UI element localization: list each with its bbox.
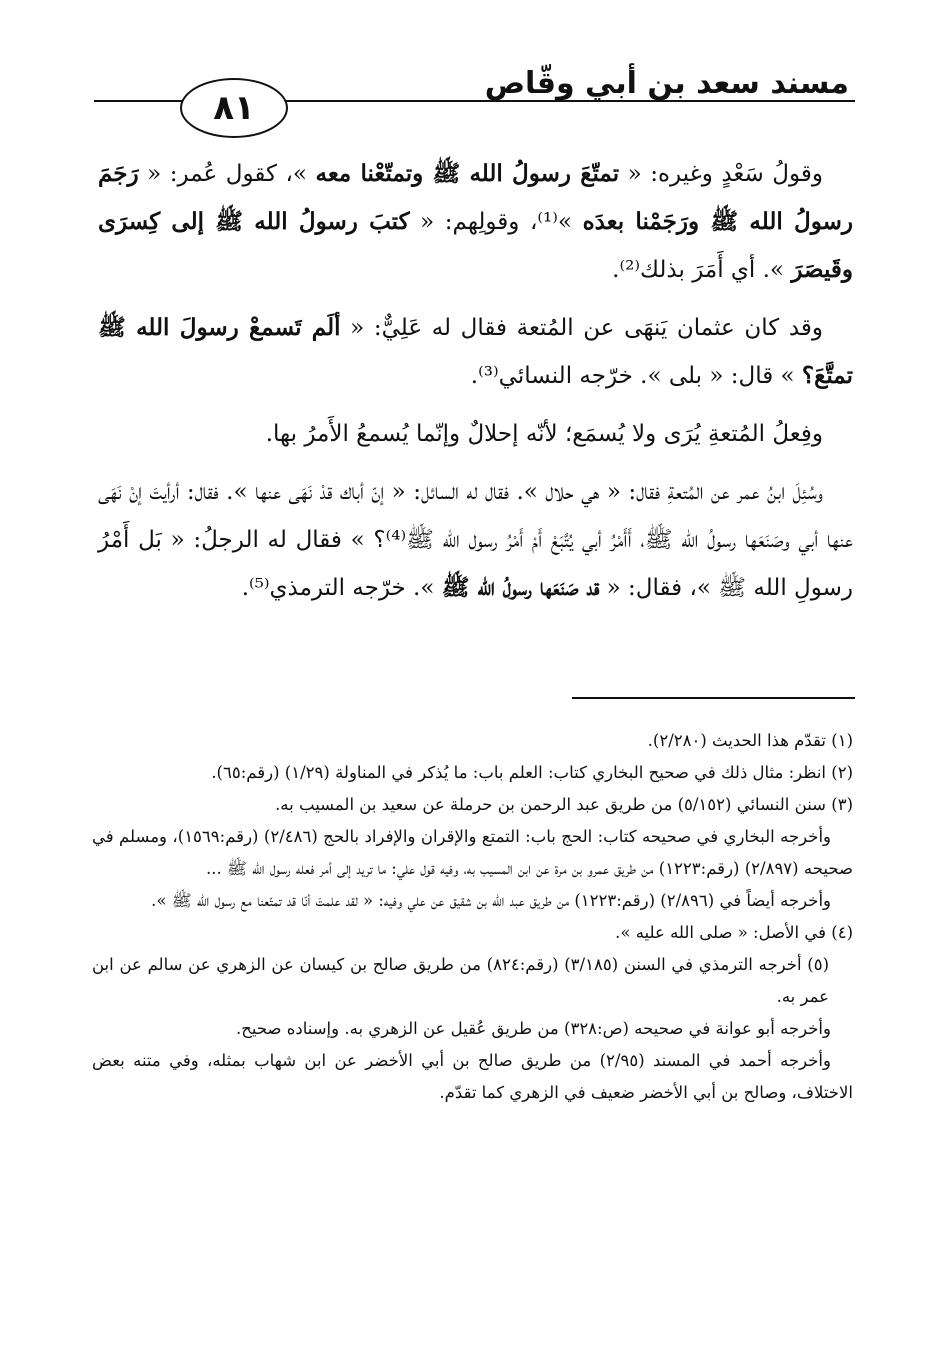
p1-text-g: ». أي أَمَرَ بذلك⁽²⁾.	[612, 257, 792, 283]
p1-text-c: »، كقول عُمر: «	[138, 161, 316, 187]
footnote-1: (١) تقدّم هذا الحديث (٢/٢٨٠).	[647, 731, 853, 750]
p2-text-a: وقد كان عثمان يَنهَى عن المُتعة فقال له عَلِيٌّ: «	[340, 315, 823, 341]
paragraph-4	[98, 468, 853, 612]
footnote-4: (٤) في الأصل: « صلى الله عليه ».	[615, 923, 853, 942]
p4-text-c: ». خرّجه الترمذي⁽⁵⁾.	[241, 575, 442, 601]
footnote-2: (٢) انظر: مثال ذلك في صحيح البخاري كتاب: العلم باب: ما يُذكر في المناولة (١/٢٩) (رقم:٦٥).	[211, 763, 853, 782]
paragraph-3: وفِعلُ المُتعةِ يُرَى ولا يُسمَع؛ لأنّه إحلالٌ وإنّما يُسمعُ الأَمرُ بها.	[265, 421, 823, 447]
paragraph-2	[98, 304, 853, 400]
footnote-5-continuation-2: وأخرجه أحمد في المسند (٢/٩٥) من طريق صالح بن أبي الأخضر عن ابن شهاب بمثله، وفي متنه بعض الاختلاف، وصالح بن أبي الأخضر ضعيف في الزهري كما تقدّم.	[92, 1051, 853, 1102]
footnote-5-continuation-1: وأخرجه أبو عوانة في صحيحه (ص:٣٢٨) من طريق عُقيل عن الزهري به. وإسناده صحيح.	[235, 1019, 831, 1038]
running-header-title: مسند سعد بن أبي وقّاص	[484, 66, 849, 101]
p1-text-e: »⁽¹⁾، وقولِهم: «	[409, 209, 583, 235]
p1-quote-1: تمتّعَ رسولُ الله ﷺ وتمتّعْنا معه	[315, 160, 620, 187]
p1-quote-3: كتبَ رسولُ الله ﷺ إلى كِسرَى وقَيصَرَ	[98, 208, 853, 283]
paragraph-1	[98, 150, 853, 294]
page-number-badge	[180, 78, 288, 138]
p2-text-c: » قال: « بلى ». خرّجه النسائي⁽³⁾.	[470, 363, 802, 389]
page-number: ٨١	[213, 88, 255, 128]
p1-quote-2: رَجَمَ رسولُ الله ﷺ ورَجَمْنا بعدَه	[98, 160, 853, 235]
p4-text-a: وسُئِلَ ابنُ عمر عن المُتعةِ فقال: « هي حلال ». فقال له السائل: « إنّ أباك قدْ نَهَى عنها ». فقال: أرأيتَ إنْ نَهَى عنها أبي وصَنَعَها رسولُ الله ﷺ، أَأَمْرُ أبي يُتَّبَعْ أَمْ أَمْرُ رسول الله ﷺ⁽⁴⁾؟ » فقال له الرجلُ: « بَل أَمْرُ رسولِ الله ﷺ »، فقال: «	[98, 479, 853, 601]
footnote-3-continuation-2: وأخرجه أيضاً في (٢/٨٩٦) (رقم:١٢٢٣) من طريق عبد الله بن شقيق عن علي وفيه: « لقد علمتَ أنّا قد تمتّعنا مع رسول الله ﷺ ».	[151, 891, 831, 910]
footnotes	[92, 725, 853, 1109]
footnote-separator	[572, 697, 855, 699]
p1-text-a: وقولُ سَعْدٍ وغيره: «	[619, 161, 824, 187]
footnote-3-continuation-1: وأخرجه البخاري في صحيحه كتاب: الحج باب: التمتع والإقران والإفراد بالحج (٢/٤٨٦) (رقم:١٥٦٩)، ومسلم في صحيحه (٢/٨٩٧) (رقم:١٢٢٣) من طريق عمرو بن مرة عن ابن المسيب به، وفيه قول علي: ما تريد إلى أمر فعله رسول الله ﷺ ...	[92, 827, 853, 878]
footnote-3: (٣) سنن النسائي (٥/١٥٢) من طريق عبد الرحمن بن حرملة عن سعيد بن المسيب به.	[275, 795, 853, 814]
p4-quote: قد صَنَعَها رسولُ الله ﷺ	[441, 574, 600, 601]
main-text	[98, 150, 853, 622]
footnote-5: (٥) أخرجه الترمذي في السنن (٣/١٨٥) (رقم:٨٢٤) من طريق صالح بن كيسان عن الزهري عن سالم عن ابن عمر به.	[92, 955, 829, 1006]
p2-quote: ألَم تَسمعْ رسولَ الله ﷺ تمتَّعَ؟	[98, 314, 853, 389]
